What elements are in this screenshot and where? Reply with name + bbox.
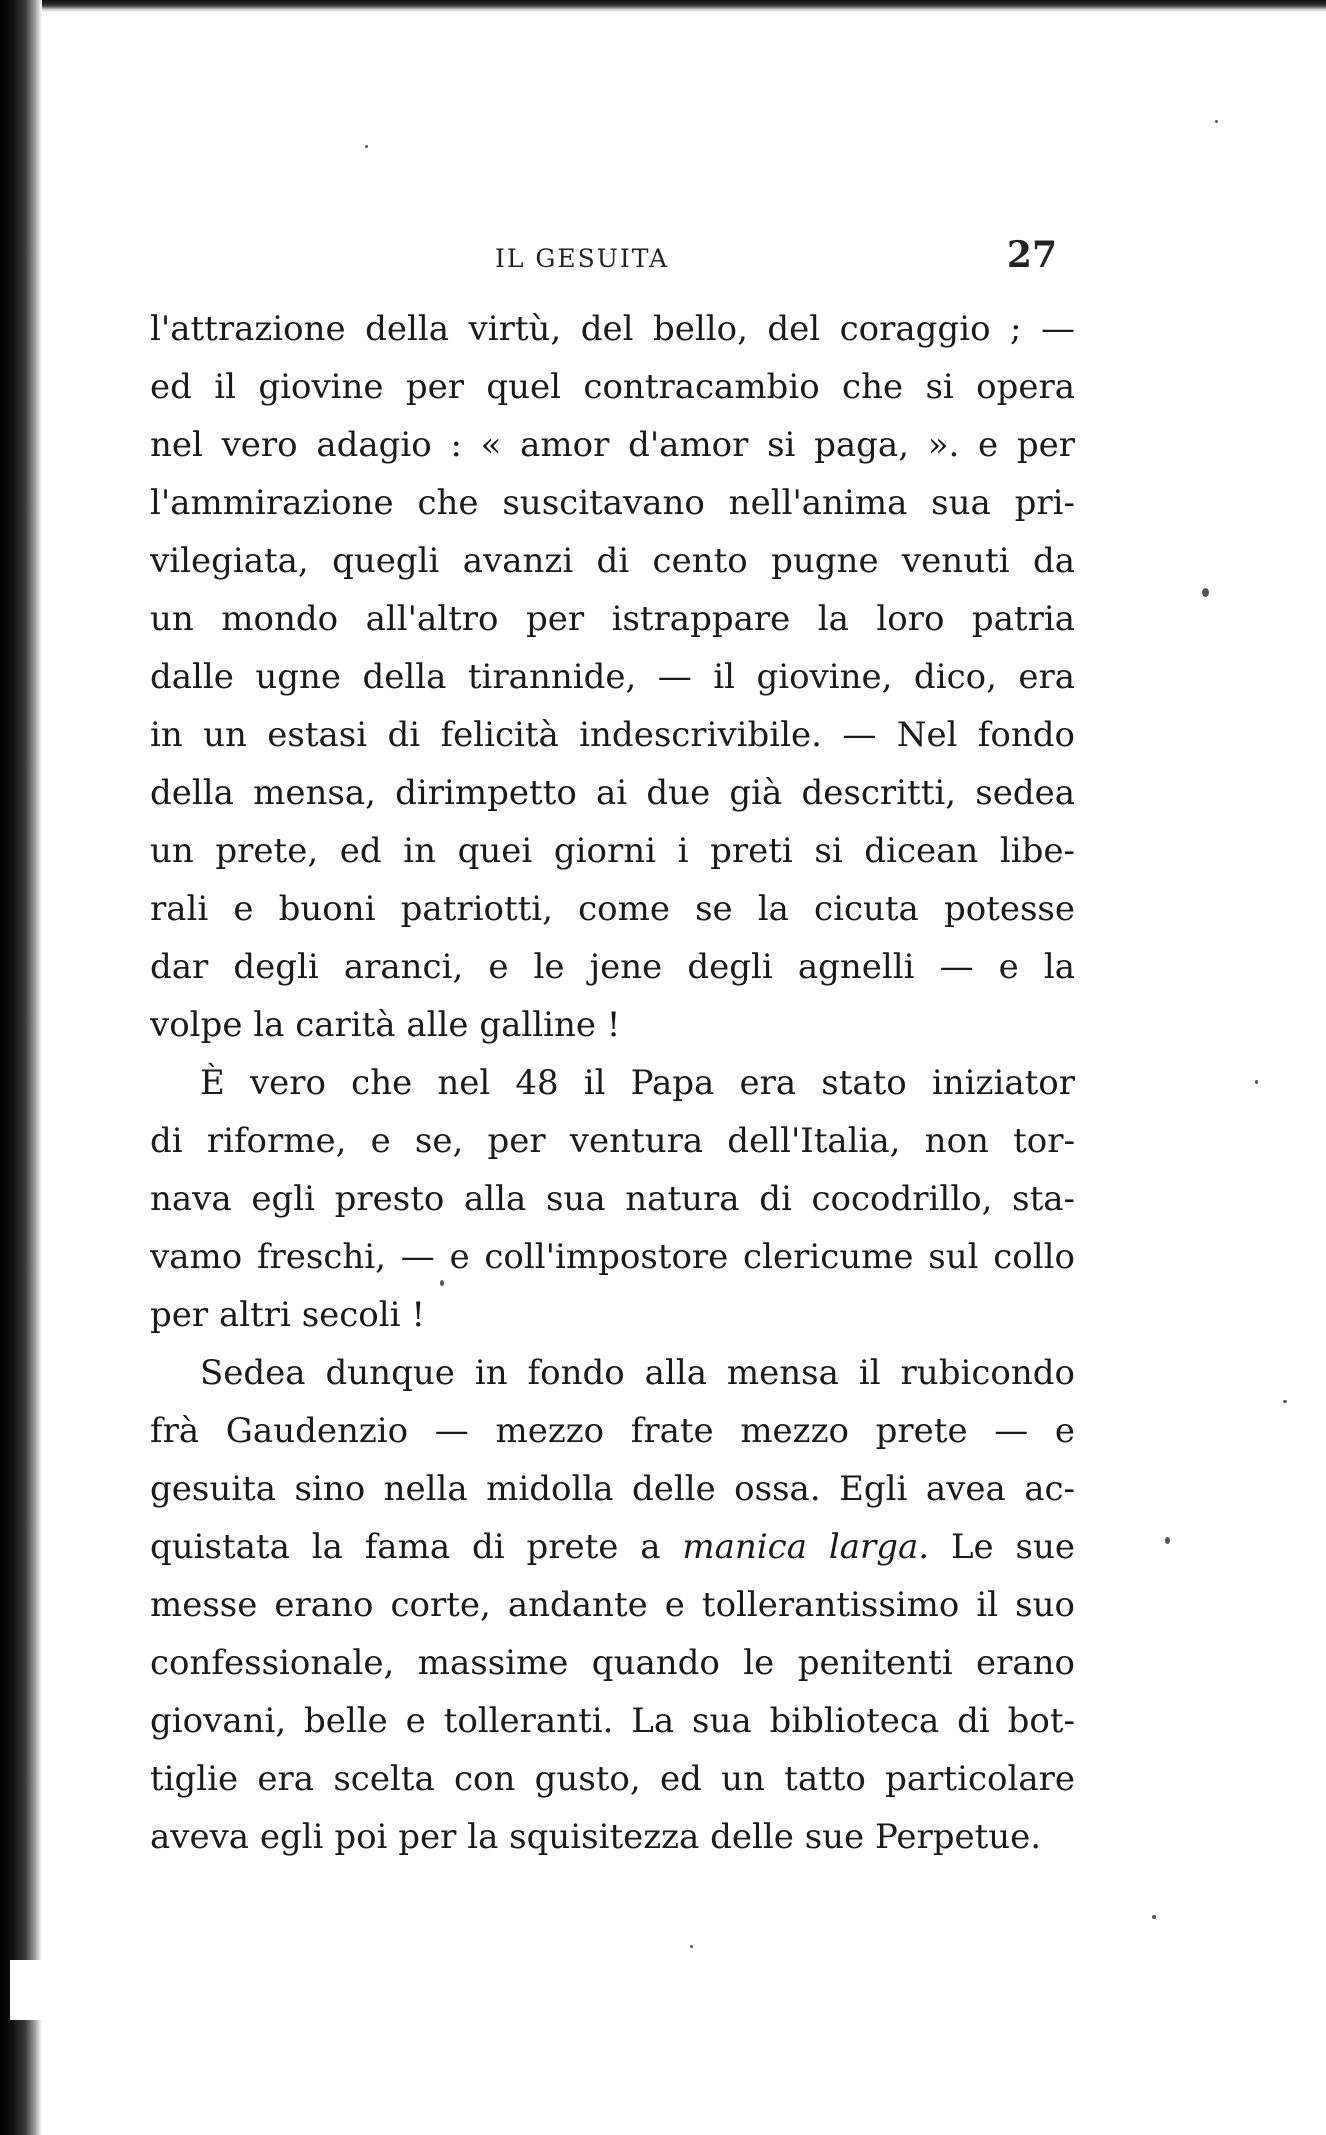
text-line: della mensa, dirimpetto ai due già descritti, sedea <box>150 773 1075 813</box>
paragraph-start-line: Sedea dunque in fondo alla mensa il rubicondo <box>200 1353 1075 1393</box>
paragraph-start-line: È vero che nel 48 il Papa era stato iniziator <box>200 1063 1075 1103</box>
scan-speck <box>1165 1537 1170 1544</box>
scan-speck <box>365 145 368 148</box>
text-line: un mondo all'altro per istrappare la loro patria <box>150 599 1075 639</box>
text-line: dar degli aranci, e le jene degli agnelli — e la <box>150 947 1075 987</box>
text-line: giovani, belle e tolleranti. La sua biblioteca di bot- <box>150 1701 1075 1741</box>
text-line: tiglie era scelta con gusto, ed un tatto particolare <box>150 1759 1075 1799</box>
text-line: in un estasi di felicità indescrivibile. — Nel fondo <box>150 715 1075 755</box>
text-line: vamo freschi, — e coll'impostore clericume sul collo <box>150 1237 1075 1277</box>
paragraph-end-line: aveva egli poi per la squisitezza delle sue Perpetue. <box>150 1817 1042 1857</box>
text-line: ed il giovine per quel contracambio che si opera <box>150 367 1075 407</box>
running-head <box>150 232 1075 282</box>
scan-top-edge <box>0 0 1326 12</box>
scan-speck <box>1202 588 1209 597</box>
scan-left-edge <box>0 0 42 2135</box>
text-line: l'attrazione della virtù, del bello, del coraggio ; — <box>150 309 1075 349</box>
text-line: messe erano corte, andante e tollerantissimo il suo <box>150 1585 1075 1625</box>
text-line: nava egli presto alla sua natura di cocodrillo, sta- <box>150 1179 1075 1219</box>
text-line: nel vero adagio : « amor d'amor si paga, ». e per <box>150 425 1075 465</box>
text-line: l'ammirazione che suscitavano nell'anima sua pri- <box>150 483 1075 523</box>
text-line: di riforme, e se, per ventura dell'Italia, non tor- <box>150 1121 1075 1161</box>
text-line: gesuita sino nella midolla delle ossa. Egli avea ac- <box>150 1469 1075 1509</box>
page-number: 27 <box>1006 234 1057 276</box>
scan-edge-gap <box>10 1960 44 2020</box>
text-line: rali e buoni patriotti, come se la cicuta potesse <box>150 889 1075 929</box>
text-line: frà Gaudenzio — mezzo frate mezzo prete — e <box>150 1411 1075 1451</box>
running-title: IL GESUITA <box>495 244 670 273</box>
scan-speck <box>1283 1400 1287 1403</box>
paragraph-end-line: per altri secoli ! <box>150 1295 425 1335</box>
scan-speck <box>1255 1080 1258 1084</box>
italic-phrase: manica larga. <box>682 1527 930 1567</box>
text-segment: quistata la fama di prete a <box>150 1527 661 1567</box>
scan-speck <box>690 1945 693 1948</box>
paragraph-end-line: volpe la carità alle galline ! <box>150 1005 621 1045</box>
text-line-with-italic <box>150 1518 1075 1576</box>
scan-speck <box>1215 120 1218 123</box>
body-text <box>150 300 1075 1866</box>
text-line: un prete, ed in quei giorni i preti si dicean libe- <box>150 831 1075 871</box>
text-line: vilegiata, quegli avanzi di cento pugne venuti da <box>150 541 1075 581</box>
text-line: dalle ugne della tirannide, — il giovine, dico, era <box>150 657 1075 697</box>
text-line: confessionale, massime quando le penitenti erano <box>150 1643 1075 1683</box>
scan-speck <box>1152 1915 1156 1919</box>
text-segment: Le sue <box>950 1527 1075 1567</box>
